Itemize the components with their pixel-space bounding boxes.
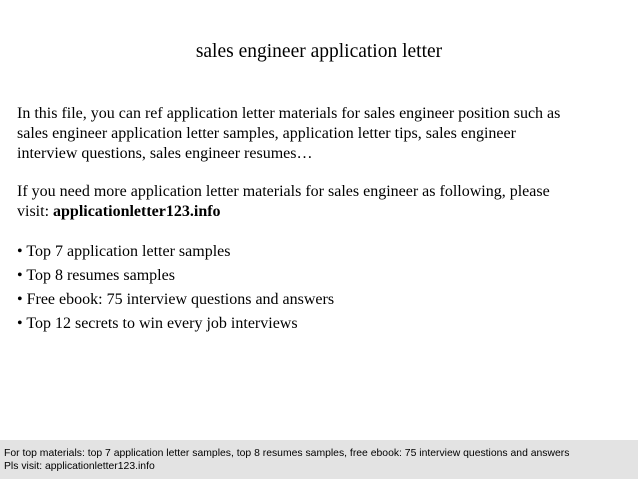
slide-title: sales engineer application letter xyxy=(195,41,443,62)
bullet-item: • Top 12 secrets to win every job interviews xyxy=(17,315,298,332)
visit-label: visit: xyxy=(17,203,54,220)
more-materials-line-2 xyxy=(17,202,629,222)
footer-banner xyxy=(0,440,638,479)
bullet-item: • Top 8 resumes samples xyxy=(17,267,175,284)
intro-paragraph xyxy=(17,104,629,164)
intro-line-3: interview questions, sales engineer resumes… xyxy=(17,145,313,162)
bullet-item: • Free ebook: 75 interview questions and answers xyxy=(17,291,335,308)
more-materials-line-1: If you need more application letter materials for sales engineer as following, please xyxy=(17,183,550,200)
bullet-list xyxy=(17,240,629,336)
bullet-item: • Top 7 application letter samples xyxy=(17,243,231,260)
intro-line-2: sales engineer application letter samples, application letter tips, sales engineer xyxy=(17,125,516,142)
footer-line-2: Pls visit: applicationletter123.info xyxy=(4,461,155,472)
footer-line-1: For top materials: top 7 application letter samples, top 8 resumes samples, free ebook: 75 interview questions and answers xyxy=(4,448,570,459)
intro-line-1: In this file, you can ref application letter materials for sales engineer position such as xyxy=(17,105,561,122)
website-link[interactable]: applicationletter123.info xyxy=(53,203,221,220)
more-materials-paragraph xyxy=(17,182,629,222)
